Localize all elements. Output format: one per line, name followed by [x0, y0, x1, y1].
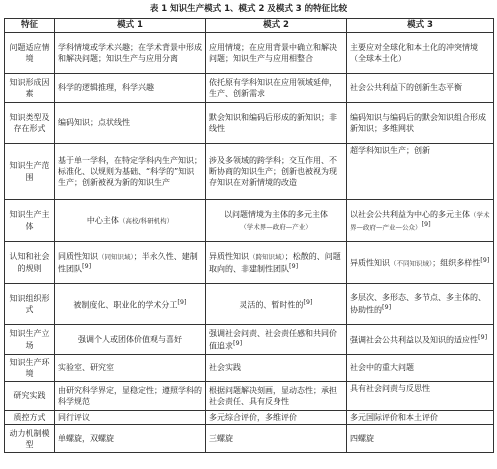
mode1-cell: 强调个人或团体价值观与喜好	[55, 325, 206, 355]
feature-cell: 研究实践	[5, 382, 55, 411]
feature-cell: 认知和社会的规则	[5, 242, 55, 284]
mode1-cell: 编码知识；点状线性	[55, 103, 206, 144]
mode2-cell: 多元综合评价，多维评价	[206, 411, 347, 425]
mode2-cell: 应用情境；在应用背景中确立和解决问题；知识生产与应用相整合	[206, 33, 347, 74]
table-row	[5, 325, 494, 355]
cell-text: 被制度化、职业化的学术分工	[73, 300, 178, 310]
mode3-cell: 主要应对全球化和本土化的冲突情境（全球本土化）	[347, 33, 494, 74]
knowledge-domain: （跨知识域）	[249, 252, 285, 261]
table-row	[5, 33, 494, 74]
reference-mark: [9]	[480, 256, 490, 265]
mode1-cell: 实验室、研究室	[55, 355, 206, 382]
mode3-cell: 社会中的重大问题	[347, 355, 494, 382]
mode3-cell: 超学科知识生产；创新	[347, 144, 494, 200]
header-mode1: 模式 1	[55, 19, 206, 33]
knowledge-domain: （同知识域）	[98, 252, 134, 261]
mode2-cell	[206, 242, 347, 284]
mode2-cell: 默会知识和编码后形成的新知识；非线性	[206, 103, 347, 144]
table-row	[5, 355, 494, 382]
knowledge-type: 异质性知识	[350, 258, 390, 268]
team-type: ；松散的、问题取向的、非建制性团队	[209, 251, 341, 274]
team-type: ；半永久性、建制性团队	[58, 251, 198, 274]
mode2-cell: 根据问题解决刻画，显动态性；承担社会责任、具有反身性	[206, 382, 347, 411]
mode3-cell: 编码知识与编码后的默会知识组合形成新知识；多维网状	[347, 103, 494, 144]
subject-main: 以问题情境为主体的多元主体	[224, 210, 328, 220]
mode1-cell: 同行评议	[55, 411, 206, 425]
table-row	[5, 242, 494, 284]
mode3-cell	[347, 284, 494, 325]
subject-note: （高校/科研机构）	[118, 216, 174, 225]
mode3-cell: 社会公共利益下的创新生态平衡	[347, 74, 494, 103]
feature-cell: 知识生产环境	[5, 355, 55, 382]
mode1-cell	[55, 242, 206, 284]
header-mode2: 模式 2	[206, 19, 347, 33]
mode1-cell: 学科情境或学术兴趣；在学术背景中形成和解决问题；知识生产与应用分离	[55, 33, 206, 74]
mode3-cell: 多元国际评价和本土评价	[347, 411, 494, 425]
mode2-cell	[206, 325, 347, 355]
feature-cell: 知识生产范围	[5, 144, 55, 200]
feature-cell: 知识类型及存在形式	[5, 103, 55, 144]
mode3-cell: 四螺旋	[347, 425, 494, 453]
knowledge-domain: （不同知识域）	[390, 259, 433, 268]
mode1-cell	[55, 200, 206, 242]
reference-mark: [9]	[289, 261, 299, 270]
mode2-cell: 社会实践	[206, 355, 347, 382]
mode3-cell	[347, 242, 494, 284]
subject-main: 中心主体	[86, 215, 119, 225]
header-mode3: 模式 3	[347, 19, 494, 33]
header-feature: 特征	[5, 19, 55, 33]
mode1-cell: 单螺旋，双螺旋	[55, 425, 206, 453]
reference-mark: [9]	[421, 219, 431, 228]
table-row	[5, 200, 494, 242]
mode2-cell: 涉及多领域的跨学科；交互作用、不断协商的知识生产；创新也被视为现存知识在对新情境的改造	[206, 144, 347, 200]
cell-text: 强调社会公共利益以及知识的适应性	[350, 335, 478, 345]
comparison-table	[4, 18, 494, 453]
mode2-cell	[206, 200, 347, 242]
table-row	[5, 284, 494, 325]
feature-cell: 知识组织形式	[5, 284, 55, 325]
reference-mark: [9]	[177, 297, 187, 306]
cell-text: 强调社会问责、社会责任感和共同价值追求	[209, 328, 337, 351]
feature-cell: 问题适应情境	[5, 33, 55, 74]
mode2-cell: 依托原有学科知识在应用领域延伸，生产、创新需求	[206, 74, 347, 103]
mode2-cell	[206, 284, 347, 325]
subject-main: 以社会公共利益为中心的多元主体	[350, 209, 470, 219]
table-row	[5, 144, 494, 200]
cell-text: 灵活的、暂时性的	[239, 300, 304, 310]
reference-mark: [9]	[233, 338, 243, 347]
mode1-cell: 科学的逻辑推理，科学兴趣	[55, 74, 206, 103]
team-type: ；组织多样性	[432, 258, 481, 268]
mode1-cell: 基于单一学科，在特定学科内生产知识；标准化、以规则为基础、“科学的”知识生产；创新被视为新的知识生产	[55, 144, 206, 200]
feature-cell: 知识生产主体	[5, 200, 55, 242]
reference-mark: [9]	[82, 261, 92, 270]
subject-note: （学术界—政府—产业）	[240, 222, 312, 231]
mode1-cell: 由研究科学界定，显稳定性；遵照学科的科学规范	[55, 382, 206, 411]
mode1-cell	[55, 284, 206, 325]
mode2-cell: 三螺旋	[206, 425, 347, 453]
table-header-row	[5, 19, 494, 33]
knowledge-type: 异质性知识	[209, 251, 249, 261]
feature-cell: 知识生产立场	[5, 325, 55, 355]
knowledge-type: 同质性知识	[58, 251, 98, 261]
feature-cell: 动力机制模型	[5, 425, 55, 453]
table-caption: 表 1 知识生产模式 1、模式 2 及模式 3 的特征比较	[149, 4, 348, 14]
table-row	[5, 103, 494, 144]
mode3-cell	[347, 325, 494, 355]
cell-text: 多层次、多形态、多节点、多主体的、协助性的	[350, 293, 486, 315]
subject-note: （学术界—政府—产业—公众）	[350, 210, 490, 232]
mode3-cell	[347, 200, 494, 242]
reference-mark: [9]	[478, 333, 488, 342]
table-row	[5, 382, 494, 411]
table-row	[5, 411, 494, 425]
table-row	[5, 74, 494, 103]
mode3-cell: 具有社会问责与反思性	[347, 382, 494, 411]
feature-cell: 知识形成因素	[5, 74, 55, 103]
table-row	[5, 425, 494, 453]
reference-mark: [9]	[382, 303, 392, 312]
reference-mark: [9]	[303, 297, 313, 306]
feature-cell: 质控方式	[5, 411, 55, 425]
